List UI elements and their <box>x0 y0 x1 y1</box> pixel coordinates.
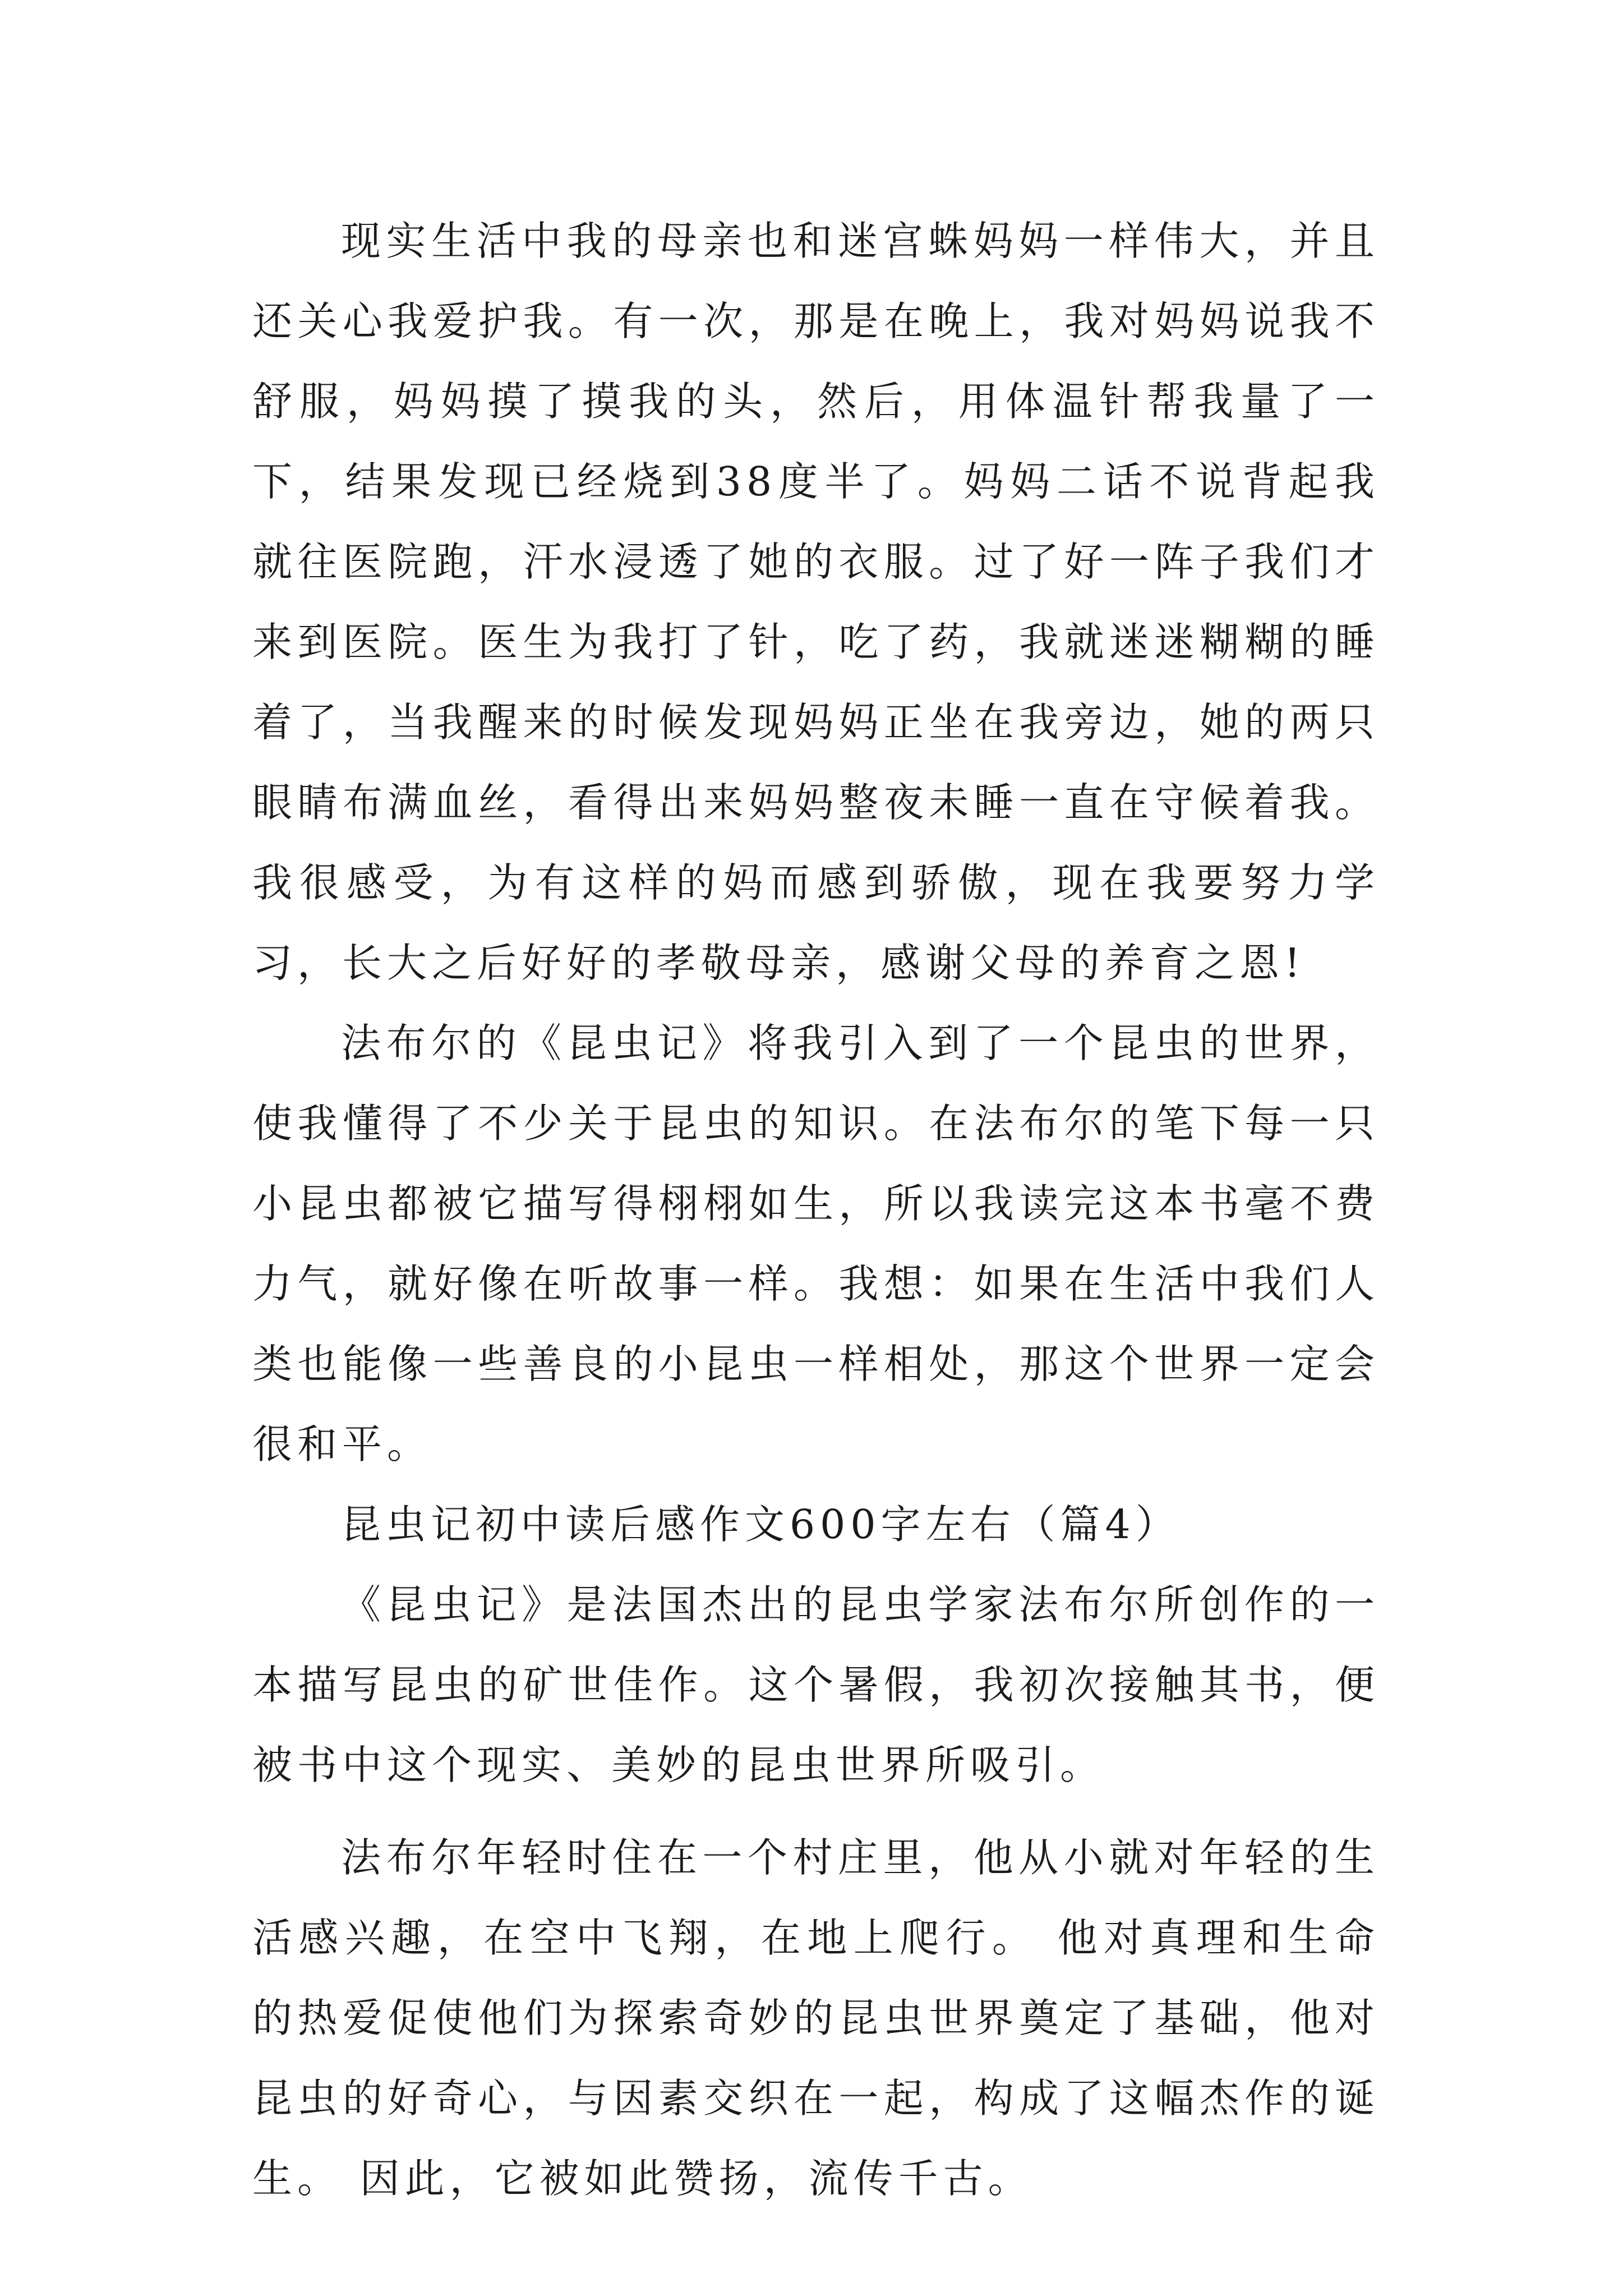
paragraph-fabre-world: 法布尔的《昆虫记》将我引入到了一个昆虫的世界，使我懂得了不少关于昆虫的知识。在法布尔的笔下每一只小昆虫都被它描写得栩栩如生，所以我读完这本书毫不费力气，就好像在听故事一样。我想：如果在生活中我们人类也能像一些善良的小昆虫一样相处，那这个世界一定会很和平。 <box>252 1020 1380 1467</box>
document-body <box>252 201 1380 2219</box>
paragraph-fabre-youth: 法布尔年轻时住在一个村庄里，他从小就对年轻的生活感兴趣，在空中飞翔，在地上爬行。 他对真理和生命的热爱促使他们为探索奇妙的昆虫世界奠定了基础，他对昆虫的好奇心，与因素交织在一起，构成了这幅杰作的诞生。 因此，它被如此赞扬，流传千古。 <box>252 1834 1380 2202</box>
paragraph-mother-story: 现实生活中我的母亲也和迷宫蛛妈妈一样伟大，并且还关心我爱护我。有一次，那是在晚上，我对妈妈说我不舒服，妈妈摸了摸我的头，然后，用体温针帮我量了一下，结果发现已经烧到38度半了。妈妈二话不说背起我就往医院跑，汗水浸透了她的衣服。过了好一阵子我们才来到医院。医生为我打了针，吃了药，我就迷迷糊糊的睡着了，当我醒来的时候发现妈妈正坐在我旁边，她的两只眼睛布满血丝，看得出来妈妈整夜未睡一直在守候着我。我很感受，为有这样的妈而感到骄傲，现在我要努力学习，长大之后好好的孝敬母亲，感谢父母的养育之恩! <box>252 218 1380 986</box>
section-heading: 昆虫记初中读后感作文600字左右（篇4） <box>341 1501 1181 1548</box>
paragraph-book-intro: 《昆虫记》是法国杰出的昆虫学家法布尔所创作的一本描写昆虫的矿世佳作。这个暑假，我初次接触其书，便被书中这个现实、美妙的昆虫世界所吸引。 <box>252 1581 1380 1788</box>
